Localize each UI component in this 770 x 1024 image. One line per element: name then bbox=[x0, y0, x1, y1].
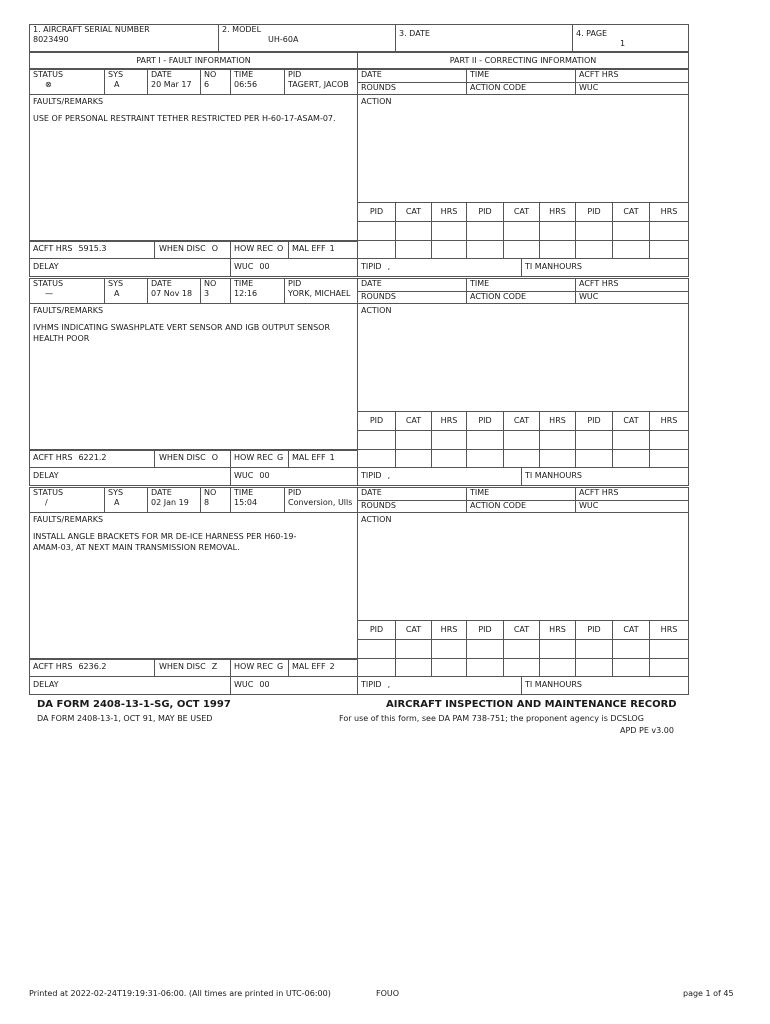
sys-label: SYS bbox=[108, 279, 124, 288]
signoff-entry-hrs bbox=[539, 221, 576, 241]
signoff-entry-hrs bbox=[649, 221, 689, 241]
sys-cell bbox=[104, 69, 148, 95]
status-value: — bbox=[45, 289, 53, 298]
p2-time-cell bbox=[466, 278, 576, 292]
signoff-entry-hrs bbox=[539, 430, 576, 450]
mal-eff-value: 1 bbox=[329, 453, 335, 462]
p2-date-cell bbox=[357, 69, 467, 83]
tipid-cell bbox=[357, 676, 522, 695]
action-cell bbox=[357, 512, 689, 621]
pid-cell bbox=[284, 278, 358, 304]
date-label: DATE bbox=[151, 488, 172, 497]
part2-header: PART II - CORRECTING INFORMATION bbox=[357, 52, 689, 69]
p2-time-label: TIME bbox=[470, 488, 490, 497]
remarks-line: HEALTH POOR bbox=[33, 334, 90, 343]
signoff-entry-cat bbox=[612, 221, 650, 241]
form-version: APD PE v3.00 bbox=[620, 726, 674, 735]
sys-cell bbox=[104, 278, 148, 304]
acft-hrs-value: 6236.2 bbox=[78, 662, 107, 671]
how-rec-label: HOW REC bbox=[234, 244, 273, 253]
p2-acft-hrs-cell bbox=[575, 278, 689, 292]
fouo-marking: FOUO bbox=[376, 989, 400, 998]
time-value: 15:04 bbox=[234, 498, 258, 507]
how-rec-cell bbox=[230, 449, 289, 468]
signoff-extra-pid bbox=[357, 240, 396, 259]
signoff-header-pid bbox=[575, 620, 613, 640]
signoff-entry-pid bbox=[466, 639, 504, 659]
signoff-entry-cat bbox=[503, 639, 540, 659]
acft-hrs-cell bbox=[29, 240, 155, 259]
p2-wuc-label: WUC bbox=[579, 501, 599, 510]
time-label: TIME bbox=[234, 70, 254, 79]
signoff-header-label: HRS bbox=[549, 207, 566, 216]
signoff-header-pid bbox=[575, 411, 613, 431]
time-label: TIME bbox=[234, 279, 254, 288]
p2-date-label: DATE bbox=[361, 70, 382, 79]
signoff-header-cat bbox=[503, 202, 540, 222]
signoff-extra-cat bbox=[395, 658, 432, 677]
signoff-extra-pid bbox=[575, 240, 613, 259]
signoff-header-label: PID bbox=[587, 625, 601, 634]
when-disc-cell bbox=[154, 240, 231, 259]
serial-label: 1. AIRCRAFT SERIAL NUMBER bbox=[33, 25, 150, 34]
signoff-header-label: CAT bbox=[623, 625, 639, 634]
faults-label: FAULTS/REMARKS bbox=[33, 97, 104, 106]
p2-date-cell bbox=[357, 278, 467, 292]
ti-manhours-cell bbox=[521, 676, 689, 695]
signoff-entry-hrs bbox=[649, 430, 689, 450]
signoff-header-label: PID bbox=[587, 207, 601, 216]
p2-acft-hrs-label: ACFT HRS bbox=[579, 488, 619, 497]
tipid-cell bbox=[357, 258, 522, 277]
date-cell bbox=[395, 24, 573, 52]
how-rec-cell bbox=[230, 658, 289, 677]
time-cell bbox=[230, 487, 285, 513]
p2-wuc-label: WUC bbox=[579, 292, 599, 301]
pid-value: TAGERT, JACOB bbox=[288, 80, 349, 89]
signoff-header-hrs bbox=[649, 411, 689, 431]
acft-hrs-cell bbox=[29, 658, 155, 677]
faults-remarks-cell bbox=[29, 94, 358, 242]
tipid-value: , bbox=[387, 262, 391, 271]
signoff-header-label: PID bbox=[478, 625, 492, 634]
mal-eff-cell bbox=[288, 240, 358, 259]
signoff-entry-cat bbox=[612, 430, 650, 450]
status-value: / bbox=[45, 498, 48, 507]
when-disc-label: WHEN DISC bbox=[159, 453, 206, 462]
signoff-header-label: CAT bbox=[405, 416, 422, 425]
p2-time-label: TIME bbox=[470, 70, 490, 79]
acft-hrs-label: ACFT HRS bbox=[33, 453, 73, 462]
when-disc-value: Z bbox=[211, 662, 218, 671]
time-cell bbox=[230, 69, 285, 95]
signoff-header-cat bbox=[503, 620, 540, 640]
delay-label: DELAY bbox=[33, 262, 59, 271]
signoff-entry-hrs bbox=[539, 639, 576, 659]
mal-eff-cell bbox=[288, 658, 358, 677]
signoff-header-hrs bbox=[539, 411, 576, 431]
signoff-extra-pid bbox=[575, 449, 613, 468]
signoff-entry-hrs bbox=[649, 639, 689, 659]
date-label: DATE bbox=[151, 279, 172, 288]
delay-label: DELAY bbox=[33, 680, 59, 689]
signoff-entry-hrs bbox=[431, 430, 467, 450]
when-disc-value: O bbox=[211, 244, 218, 253]
signoff-header-label: HRS bbox=[549, 416, 566, 425]
signoff-header-hrs bbox=[431, 411, 467, 431]
signoff-header-cat bbox=[503, 411, 540, 431]
signoff-extra-cat bbox=[612, 658, 650, 677]
signoff-header-label: PID bbox=[478, 207, 492, 216]
acft-hrs-label: ACFT HRS bbox=[33, 244, 73, 253]
signoff-entry-pid bbox=[466, 221, 504, 241]
signoff-entry-cat bbox=[503, 430, 540, 450]
pid-cell bbox=[284, 69, 358, 95]
date-value: 20 Mar 17 bbox=[151, 80, 192, 89]
signoff-entry-pid bbox=[575, 430, 613, 450]
signoff-header-pid bbox=[575, 202, 613, 222]
p2-acft-hrs-label: ACFT HRS bbox=[579, 70, 619, 79]
pid-value: YORK, MICHAEL bbox=[288, 289, 351, 298]
signoff-entry-cat bbox=[612, 639, 650, 659]
signoff-extra-cat bbox=[395, 240, 432, 259]
form-use-note: For use of this form, see DA PAM 738-751; the proponent agency is DCSLOG bbox=[339, 714, 644, 723]
signoff-entry-hrs bbox=[431, 639, 467, 659]
signoff-header-label: CAT bbox=[405, 625, 422, 634]
signoff-extra-cat bbox=[503, 658, 540, 677]
remarks-line: USE OF PERSONAL RESTRAINT TETHER RESTRICTED PER H-60-17-ASAM-07. bbox=[33, 114, 336, 123]
no-cell bbox=[200, 487, 231, 513]
rounds-label: ROUNDS bbox=[361, 501, 396, 510]
sys-value: A bbox=[114, 289, 120, 298]
signoff-header-label: PID bbox=[369, 207, 384, 216]
serial-cell bbox=[29, 24, 219, 52]
date-label: DATE bbox=[151, 70, 172, 79]
p2-time-cell bbox=[466, 487, 576, 501]
signoff-entry-pid bbox=[357, 221, 396, 241]
no-label: NO bbox=[204, 279, 217, 288]
p2-time-label: TIME bbox=[470, 279, 490, 288]
rounds-label: ROUNDS bbox=[361, 83, 396, 92]
remarks-text bbox=[33, 531, 354, 553]
wuc-cell bbox=[230, 258, 358, 277]
wuc-label: WUC bbox=[234, 262, 254, 271]
tipid-cell bbox=[357, 467, 522, 486]
p2-wuc-label: WUC bbox=[579, 83, 599, 92]
when-disc-value: O bbox=[211, 453, 218, 462]
how-rec-value: G bbox=[276, 662, 284, 671]
remarks-line: IVHMS INDICATING SWASHPLATE VERT SENSOR AND IGB OUTPUT SENSOR bbox=[33, 323, 331, 332]
signoff-header-hrs bbox=[539, 620, 576, 640]
page-label: 4. PAGE bbox=[576, 29, 608, 38]
how-rec-label: HOW REC bbox=[234, 662, 273, 671]
page-cell bbox=[572, 24, 689, 52]
status-label: STATUS bbox=[33, 70, 64, 79]
no-label: NO bbox=[204, 70, 217, 79]
when-disc-cell bbox=[154, 449, 231, 468]
signoff-entry-cat bbox=[503, 221, 540, 241]
no-value: 6 bbox=[204, 80, 210, 89]
action-label: ACTION bbox=[361, 515, 392, 524]
p2-acft-hrs-label: ACFT HRS bbox=[579, 279, 619, 288]
acft-hrs-cell bbox=[29, 449, 155, 468]
signoff-entry-hrs bbox=[431, 221, 467, 241]
no-cell bbox=[200, 69, 231, 95]
date-cell bbox=[147, 69, 201, 95]
signoff-entry-pid bbox=[575, 639, 613, 659]
p2-date-cell bbox=[357, 487, 467, 501]
status-label: STATUS bbox=[33, 488, 64, 497]
signoff-extra-hrs bbox=[649, 658, 689, 677]
signoff-header-cat bbox=[395, 202, 432, 222]
signoff-extra-cat bbox=[503, 240, 540, 259]
signoff-extra-hrs bbox=[539, 449, 576, 468]
signoff-header-label: PID bbox=[369, 625, 384, 634]
sys-label: SYS bbox=[108, 70, 124, 79]
page-value: 1 bbox=[620, 39, 626, 48]
model-value: UH-60A bbox=[268, 35, 299, 44]
signoff-header-pid bbox=[466, 620, 504, 640]
signoff-extra-hrs bbox=[431, 240, 467, 259]
action-code-label: ACTION CODE bbox=[470, 83, 527, 92]
remarks-line: AMAM-03, AT NEXT MAIN TRANSMISSION REMOVAL. bbox=[33, 543, 240, 552]
when-disc-label: WHEN DISC bbox=[159, 244, 206, 253]
signoff-extra-pid bbox=[357, 658, 396, 677]
form-title: AIRCRAFT INSPECTION AND MAINTENANCE RECORD bbox=[386, 699, 677, 710]
signoff-extra-hrs bbox=[649, 240, 689, 259]
p2-acft-hrs-cell bbox=[575, 69, 689, 83]
how-rec-label: HOW REC bbox=[234, 453, 273, 462]
form-previous-edition: DA FORM 2408-13-1, OCT 91, MAY BE USED bbox=[37, 714, 213, 723]
date-label: 3. DATE bbox=[399, 29, 430, 38]
sys-label: SYS bbox=[108, 488, 124, 497]
date-cell bbox=[147, 487, 201, 513]
acft-hrs-label: ACFT HRS bbox=[33, 662, 73, 671]
acft-hrs-value: 5915.3 bbox=[78, 244, 107, 253]
tipid-label: TIPID bbox=[361, 680, 382, 689]
wuc-label: WUC bbox=[234, 680, 254, 689]
signoff-header-label: CAT bbox=[623, 416, 639, 425]
signoff-header-hrs bbox=[431, 620, 467, 640]
mal-eff-value: 2 bbox=[329, 662, 335, 671]
date-value: 02 Jan 19 bbox=[151, 498, 189, 507]
no-value: 8 bbox=[204, 498, 210, 507]
time-value: 06:56 bbox=[234, 80, 258, 89]
signoff-header-cat bbox=[612, 202, 650, 222]
no-cell bbox=[200, 278, 231, 304]
signoff-entry-pid bbox=[357, 430, 396, 450]
tipid-label: TIPID bbox=[361, 471, 382, 480]
signoff-header-pid bbox=[466, 202, 504, 222]
tipid-value: , bbox=[387, 680, 391, 689]
date-value: 07 Nov 18 bbox=[151, 289, 193, 298]
signoff-header-label: HRS bbox=[660, 207, 678, 216]
signoff-header-label: CAT bbox=[405, 207, 422, 216]
rounds-label: ROUNDS bbox=[361, 292, 396, 301]
action-code-label: ACTION CODE bbox=[470, 501, 527, 510]
signoff-extra-cat bbox=[503, 449, 540, 468]
sys-cell bbox=[104, 487, 148, 513]
signoff-entry-pid bbox=[466, 430, 504, 450]
remarks-line: INSTALL ANGLE BRACKETS FOR MR DE-ICE HARNESS PER H60-19- bbox=[33, 532, 297, 541]
signoff-header-label: CAT bbox=[513, 625, 530, 634]
signoff-header-pid bbox=[357, 411, 396, 431]
signoff-entry-pid bbox=[575, 221, 613, 241]
signoff-entry-cat bbox=[395, 430, 432, 450]
remarks-text bbox=[33, 322, 354, 344]
signoff-extra-cat bbox=[612, 449, 650, 468]
signoff-entry-pid bbox=[357, 639, 396, 659]
p2-date-label: DATE bbox=[361, 488, 382, 497]
printed-timestamp: Printed at 2022-02-24T19:19:31-06:00. (All times are printed in UTC-06:00) bbox=[29, 989, 331, 998]
date-cell bbox=[147, 278, 201, 304]
delay-cell bbox=[29, 676, 231, 695]
signoff-header-label: PID bbox=[478, 416, 492, 425]
faults-remarks-cell bbox=[29, 303, 358, 451]
tipid-label: TIPID bbox=[361, 262, 382, 271]
ti-manhours-label: TI MANHOURS bbox=[525, 262, 582, 271]
signoff-header-label: HRS bbox=[440, 625, 458, 634]
form-id: DA FORM 2408-13-1-SG, OCT 1997 bbox=[37, 699, 231, 710]
mal-eff-label: MAL EFF bbox=[292, 662, 326, 671]
signoff-extra-pid bbox=[466, 240, 504, 259]
signoff-extra-hrs bbox=[431, 449, 467, 468]
status-value: ⊗ bbox=[45, 80, 52, 89]
sys-value: A bbox=[114, 498, 120, 507]
sys-value: A bbox=[114, 80, 120, 89]
signoff-entry-cat bbox=[395, 639, 432, 659]
signoff-header-pid bbox=[357, 620, 396, 640]
wuc-cell bbox=[230, 676, 358, 695]
how-rec-value: O bbox=[276, 244, 284, 253]
page-count: page 1 of 45 bbox=[683, 989, 734, 998]
ti-manhours-label: TI MANHOURS bbox=[525, 471, 582, 480]
action-label: ACTION bbox=[361, 306, 392, 315]
status-cell bbox=[29, 487, 105, 513]
signoff-extra-hrs bbox=[431, 658, 467, 677]
delay-label: DELAY bbox=[33, 471, 59, 480]
when-disc-label: WHEN DISC bbox=[159, 662, 206, 671]
pid-cell bbox=[284, 487, 358, 513]
signoff-extra-hrs bbox=[539, 240, 576, 259]
time-value: 12:16 bbox=[234, 289, 258, 298]
ti-manhours-cell bbox=[521, 258, 689, 277]
wuc-value: 00 bbox=[259, 471, 270, 480]
p2-date-label: DATE bbox=[361, 279, 382, 288]
signoff-header-pid bbox=[466, 411, 504, 431]
signoff-extra-cat bbox=[395, 449, 432, 468]
signoff-extra-pid bbox=[466, 449, 504, 468]
signoff-header-label: CAT bbox=[623, 207, 639, 216]
wuc-label: WUC bbox=[234, 471, 254, 480]
signoff-extra-cat bbox=[612, 240, 650, 259]
signoff-header-cat bbox=[395, 620, 432, 640]
faults-label: FAULTS/REMARKS bbox=[33, 515, 104, 524]
wuc-value: 00 bbox=[259, 680, 270, 689]
pid-value: Conversion, Ulls bbox=[288, 498, 353, 507]
signoff-header-label: CAT bbox=[513, 416, 530, 425]
delay-cell bbox=[29, 258, 231, 277]
time-cell bbox=[230, 278, 285, 304]
wuc-value: 00 bbox=[259, 262, 270, 271]
wuc-cell bbox=[230, 467, 358, 486]
signoff-header-hrs bbox=[649, 620, 689, 640]
part1-header: PART I - FAULT INFORMATION bbox=[29, 52, 358, 69]
pid-label: PID bbox=[288, 488, 302, 497]
when-disc-cell bbox=[154, 658, 231, 677]
mal-eff-cell bbox=[288, 449, 358, 468]
signoff-header-hrs bbox=[539, 202, 576, 222]
signoff-header-label: HRS bbox=[660, 416, 678, 425]
tipid-value: , bbox=[387, 471, 391, 480]
p2-time-cell bbox=[466, 69, 576, 83]
no-value: 3 bbox=[204, 289, 210, 298]
signoff-header-label: HRS bbox=[660, 625, 678, 634]
action-label: ACTION bbox=[361, 97, 392, 106]
signoff-header-label: PID bbox=[587, 416, 601, 425]
action-code-label: ACTION CODE bbox=[470, 292, 527, 301]
ti-manhours-cell bbox=[521, 467, 689, 486]
signoff-header-cat bbox=[395, 411, 432, 431]
model-cell bbox=[218, 24, 396, 52]
ti-manhours-label: TI MANHOURS bbox=[525, 680, 582, 689]
mal-eff-label: MAL EFF bbox=[292, 244, 326, 253]
signoff-entry-cat bbox=[395, 221, 432, 241]
signoff-header-hrs bbox=[649, 202, 689, 222]
signoff-extra-pid bbox=[466, 658, 504, 677]
signoff-header-cat bbox=[612, 411, 650, 431]
signoff-header-label: CAT bbox=[513, 207, 530, 216]
status-cell bbox=[29, 278, 105, 304]
faults-label: FAULTS/REMARKS bbox=[33, 306, 104, 315]
model-label: 2. MODEL bbox=[222, 25, 262, 34]
signoff-header-cat bbox=[612, 620, 650, 640]
signoff-header-label: HRS bbox=[440, 207, 458, 216]
signoff-header-label: PID bbox=[369, 416, 384, 425]
signoff-extra-pid bbox=[575, 658, 613, 677]
pid-label: PID bbox=[288, 279, 302, 288]
mal-eff-value: 1 bbox=[329, 244, 335, 253]
action-cell bbox=[357, 94, 689, 203]
how-rec-cell bbox=[230, 240, 289, 259]
signoff-extra-pid bbox=[357, 449, 396, 468]
remarks-text bbox=[33, 113, 354, 124]
signoff-header-pid bbox=[357, 202, 396, 222]
no-label: NO bbox=[204, 488, 217, 497]
action-cell bbox=[357, 303, 689, 412]
how-rec-value: G bbox=[276, 453, 284, 462]
status-cell bbox=[29, 69, 105, 95]
delay-cell bbox=[29, 467, 231, 486]
mal-eff-label: MAL EFF bbox=[292, 453, 326, 462]
p2-acft-hrs-cell bbox=[575, 487, 689, 501]
signoff-header-label: HRS bbox=[440, 416, 458, 425]
signoff-extra-hrs bbox=[539, 658, 576, 677]
signoff-header-label: HRS bbox=[549, 625, 566, 634]
faults-remarks-cell bbox=[29, 512, 358, 660]
time-label: TIME bbox=[234, 488, 254, 497]
signoff-extra-hrs bbox=[649, 449, 689, 468]
signoff-header-hrs bbox=[431, 202, 467, 222]
pid-label: PID bbox=[288, 70, 302, 79]
acft-hrs-value: 6221.2 bbox=[78, 453, 107, 462]
status-label: STATUS bbox=[33, 279, 64, 288]
serial-value: 8023490 bbox=[33, 35, 69, 44]
